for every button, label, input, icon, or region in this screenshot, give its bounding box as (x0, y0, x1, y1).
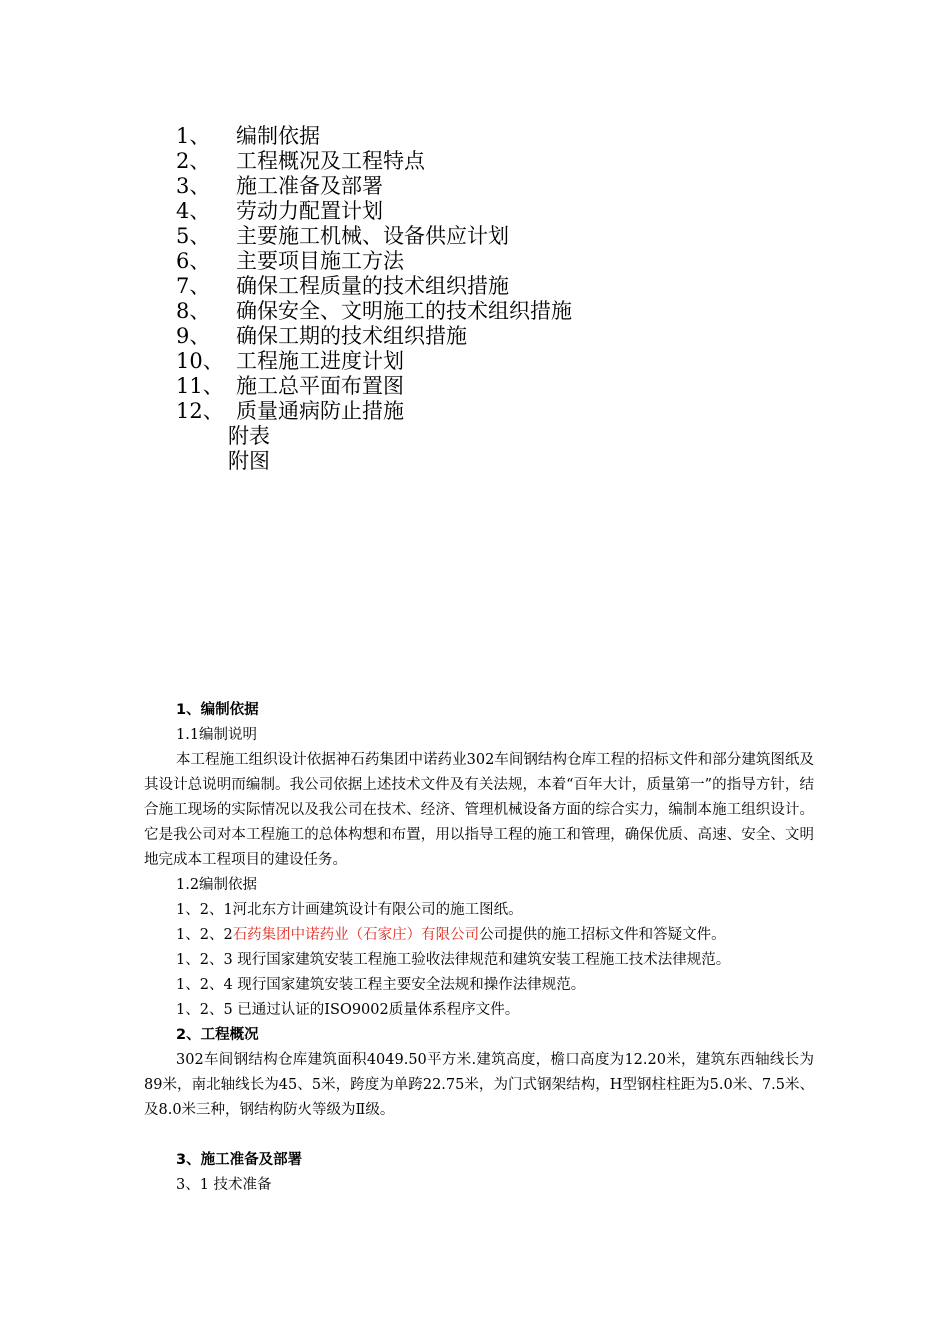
toc-item-number: 3、 (176, 174, 211, 198)
toc-item-number: 12、 (176, 399, 224, 423)
toc-item (176, 324, 572, 349)
toc-item-label: 质量通病防止措施 (236, 399, 404, 423)
toc-item-number: 10、 (176, 349, 224, 373)
table-of-contents (176, 124, 572, 474)
toc-item-label: 编制依据 (236, 124, 320, 148)
basis-item-text: 公司提供的施工招标文件和答疑文件。 (479, 927, 726, 943)
toc-item-number: 4、 (176, 199, 211, 223)
section-heading: 3、施工准备及部署 (176, 1152, 303, 1168)
toc-item-number: 8、 (176, 299, 211, 323)
toc-item-number: 1、 (176, 124, 211, 148)
subsection-title: 3、1 技术准备 (176, 1177, 272, 1193)
section-heading: 1、编制依据 (176, 702, 259, 718)
toc-item-label: 确保安全、文明施工的技术组织措施 (236, 299, 572, 323)
toc-appendix-table: 附表 (228, 424, 270, 448)
toc-appendix-figure: 附图 (228, 449, 270, 473)
toc-item-label: 劳动力配置计划 (236, 199, 383, 223)
toc-item (176, 299, 572, 324)
toc-item (176, 224, 572, 249)
toc-item (176, 274, 572, 299)
toc-item-number: 7、 (176, 274, 211, 298)
paragraph: 本工程施工组织设计依据神石药集团中诺药业302车间钢结构仓库工程的招标文件和部分建筑图纸及其设计总说明而编制。我公司依据上述技术文件及有关法规，本着“百年大计，质量第一”的指导方针，结合施工现场的实际情况以及我公司在技术、经济、管理机械设备方面的综合实力，编制本施工组织设计。它是我公司对本工程施工的总体构想和布置，用以指导工程的施工和管理，确保优质、高速、安全、文明地完成本工程项目的建设任务。 (144, 752, 814, 868)
toc-item (176, 124, 572, 149)
toc-item (176, 249, 572, 274)
document-body (144, 698, 814, 1198)
toc-item-label: 主要施工机械、设备供应计划 (236, 224, 509, 248)
toc-item (176, 174, 572, 199)
toc-item-label: 确保工期的技术组织措施 (236, 324, 467, 348)
basis-item-number: 1、2、2 (176, 927, 233, 943)
toc-item-number: 9、 (176, 324, 211, 348)
toc-item-number: 11、 (176, 374, 224, 398)
toc-item-number: 2、 (176, 149, 211, 173)
basis-item: 1、2、1河北东方计画建筑设计有限公司的施工图纸。 (176, 902, 523, 918)
section-heading: 2、工程概况 (176, 1027, 259, 1043)
basis-item: 1、2、3 现行国家建筑安装工程施工验收法律规范和建筑安装工程施工技术法律规范。 (176, 952, 731, 968)
toc-item-label: 确保工程质量的技术组织措施 (236, 274, 509, 298)
toc-item (176, 399, 572, 424)
paragraph: 302车间钢结构仓库建筑面积4049.50平方米.建筑高度，檐口高度为12.20米，建筑东西轴线长为89米，南北轴线长为45、5米，跨度为单跨22.75米，为门式钢架结构，H型钢柱柱距为5.0米、7.5米、及8.0米三种，钢结构防火等级为Ⅱ级。 (144, 1052, 814, 1118)
blank-line (144, 1123, 814, 1148)
toc-item-label: 工程概况及工程特点 (236, 149, 425, 173)
toc-item (176, 349, 572, 374)
toc-item-label: 主要项目施工方法 (236, 249, 404, 273)
subsection-title: 1.2编制依据 (176, 877, 258, 893)
subsection-title: 1.1编制说明 (176, 727, 258, 743)
basis-item: 1、2、4 现行国家建筑安装工程主要安全法规和操作法律规范。 (176, 977, 586, 993)
toc-item (176, 374, 572, 399)
highlighted-company-name: 石药集团中诺药业（石家庄）有限公司 (232, 927, 480, 943)
basis-item: 1、2、5 已通过认证的ISO9002质量体系程序文件。 (176, 1002, 520, 1018)
toc-item (176, 149, 572, 174)
toc-item-label: 施工准备及部署 (236, 174, 383, 198)
toc-item-number: 6、 (176, 249, 211, 273)
toc-item-label: 施工总平面布置图 (236, 374, 404, 398)
toc-item-number: 5、 (176, 224, 211, 248)
toc-item-label: 工程施工进度计划 (236, 349, 404, 373)
basis-item (144, 923, 814, 948)
toc-item (176, 199, 572, 224)
